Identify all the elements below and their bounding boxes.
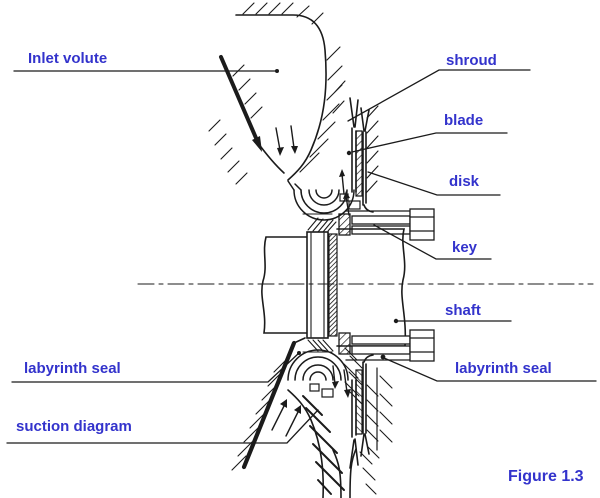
leader-shroud: [348, 70, 530, 121]
hub-sleeve: [307, 232, 328, 338]
impeller-lower: [350, 355, 392, 468]
impeller-eye-bend-lower: [288, 350, 348, 397]
figure-caption: Figure 1.3: [508, 468, 584, 485]
label-labyrinth-seal-right: labyrinth seal: [455, 360, 552, 377]
disk-lower: [361, 355, 373, 456]
volute-casing-wall: [236, 3, 345, 180]
shaft-key-strip: [329, 234, 337, 336]
flow-arrows-upper: [276, 126, 350, 215]
label-labyrinth-seal-left: labyrinth seal: [24, 360, 121, 377]
label-inlet-volute: Inlet volute: [28, 50, 108, 67]
shaft: [138, 229, 593, 346]
hub-section-upper: [303, 214, 336, 232]
label-shroud: shroud: [446, 52, 497, 69]
leader-lines: [7, 69, 596, 443]
labyrinth-seal-lower-front: [310, 384, 319, 391]
leader-disk: [368, 172, 500, 195]
leader-blade: [352, 133, 507, 152]
key-detail: [339, 209, 434, 240]
label-disk: disk: [449, 173, 480, 190]
shaft-right-section: [337, 229, 405, 346]
inlet-tongue: [209, 57, 284, 184]
blade-upper: [356, 131, 362, 196]
label-suction-diagram: suction diagram: [16, 418, 132, 435]
shaft-left-section: [262, 237, 307, 333]
label-shaft: shaft: [445, 302, 481, 319]
disk-upper: [361, 108, 373, 212]
label-blade: blade: [444, 112, 484, 129]
label-key: key: [452, 239, 478, 256]
